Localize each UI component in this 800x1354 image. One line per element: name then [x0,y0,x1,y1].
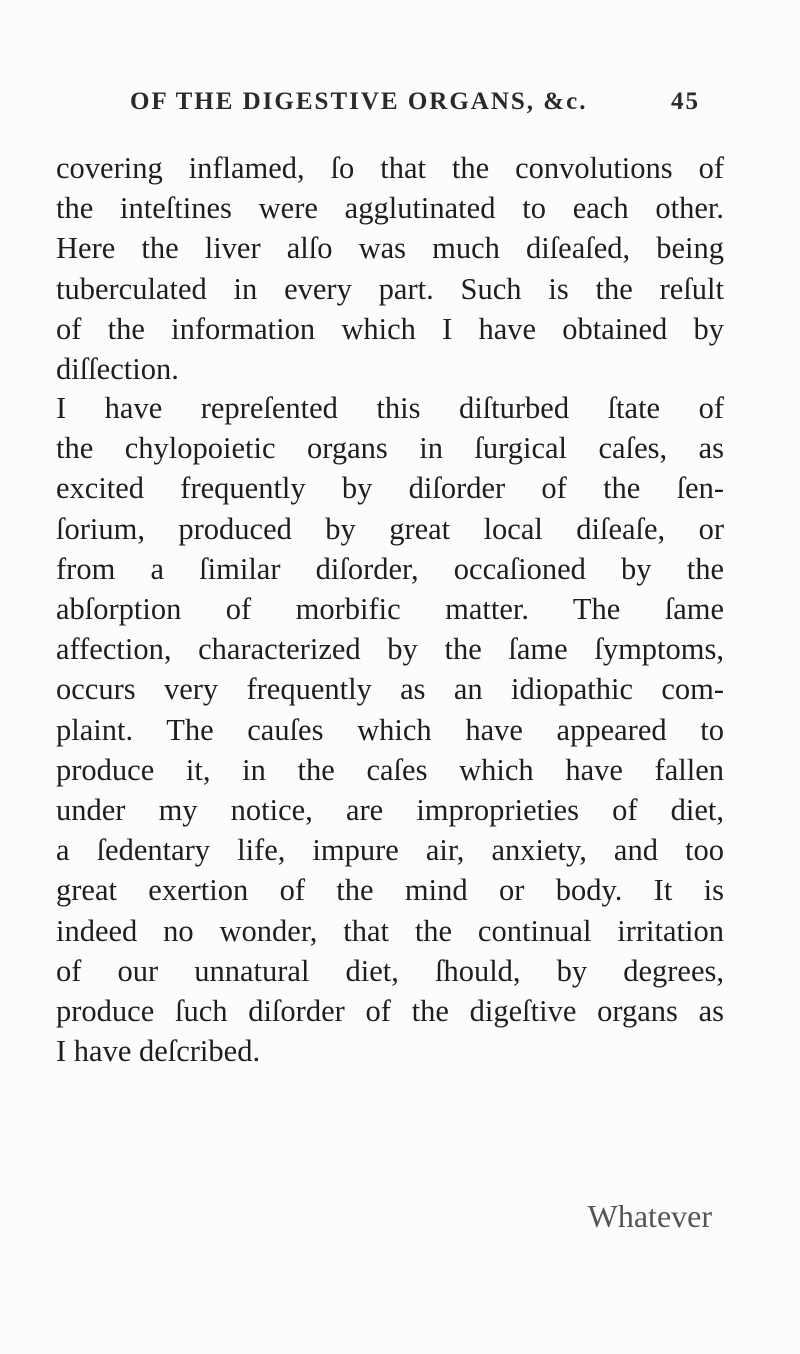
text-line: plaint. The cauſes which have appeared to [56,712,724,747]
text-line: the inteſtines were agglutinated to each other. [56,191,724,226]
text-line: tuberculated in every part. Such is the reſult [56,271,724,306]
text-line: diſſection. [56,352,179,387]
text-line: a ſedentary life, impure air, anxiety, and too [56,833,724,868]
text-line: affection, characterized by the ſame ſymptoms, [56,632,724,667]
text-line: indeed no wonder, that the continual irritation [56,913,724,948]
text-line: great exertion of the mind or body. It is [56,873,724,908]
text-line: I have deſcribed. [56,1034,261,1069]
text-line: from a ſimilar diſorder, occaſioned by the [56,551,724,586]
text-line: of the information which I have obtained by [56,311,724,346]
text-line: abſorption of morbific matter. The ſame [56,592,724,627]
paragraph-2 [56,388,724,1071]
text-line: excited frequently by diſorder of the ſen- [56,471,724,506]
text-line: produce it, in the caſes which have fallen [56,752,724,787]
text-line: I have repreſented this diſturbed ſtate of [56,391,724,425]
text-line: produce ſuch diſorder of the digeſtive organs as [56,994,724,1029]
text-line: occurs very frequently as an idiopathic com- [56,672,724,707]
text-line: covering inflamed, ſo that the convolutions of [56,151,724,185]
running-title: OF THE DIGESTIVE ORGANS, &c. [130,88,588,115]
running-head [130,88,700,116]
catchword: Whatever [587,1198,712,1234]
text-line: Here the liver alſo was much diſeaſed, being [56,231,724,266]
page-number: 45 [671,88,700,115]
paragraph-1 [56,148,724,389]
text-line: the chylopoietic organs in ſurgical caſes, as [56,431,724,466]
text-line: under my notice, are improprieties of diet, [56,793,724,828]
text-line: of our unnatural diet, ſhould, by degrees, [56,953,724,988]
text-line: ſorium, produced by great local diſeaſe, or [56,511,724,546]
